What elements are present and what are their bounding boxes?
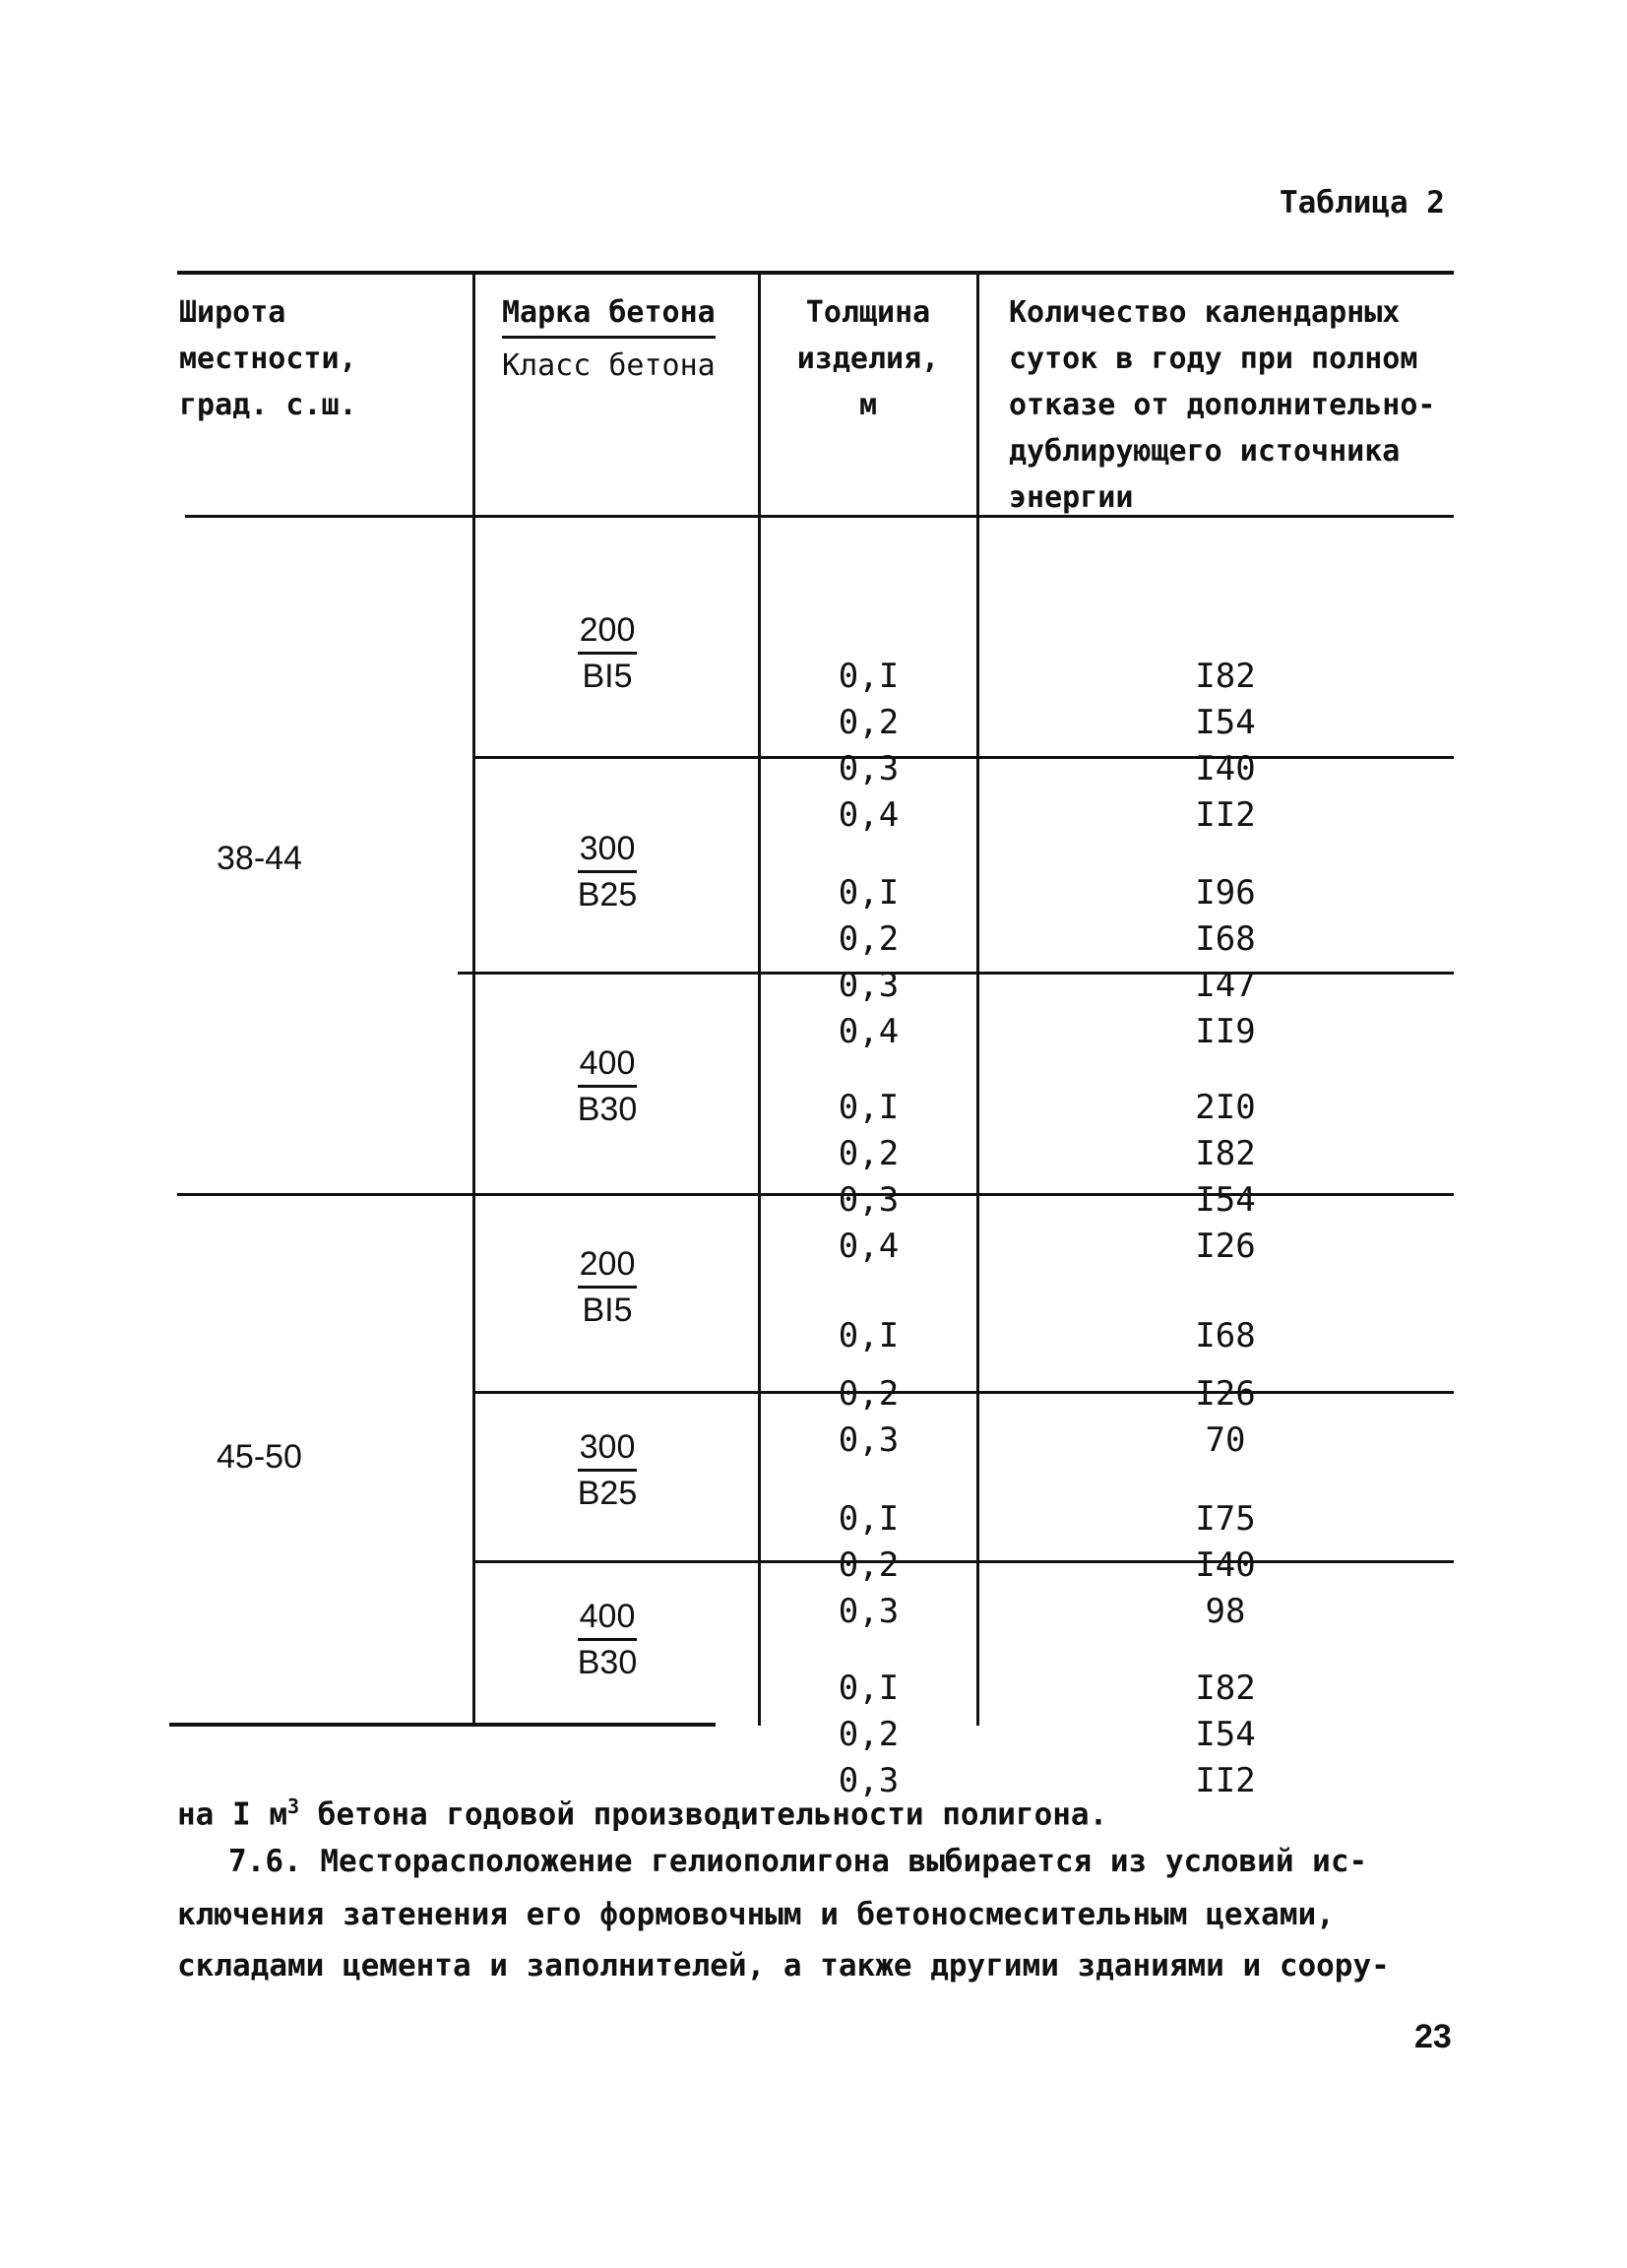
- days-values: I68 I26 70: [1195, 1316, 1256, 1460]
- body-text-line: ключения затенения его формовочным и бетоносмесительным цехами,: [177, 1897, 1335, 1932]
- column-rule: [472, 271, 475, 1726]
- grade-fraction: $\frac{400}{B30}$: [529, 1595, 686, 1684]
- table-caption: Таблица 2: [1280, 185, 1445, 220]
- latitude-cell: 38-44: [217, 840, 302, 877]
- page-number: 23: [1414, 2018, 1452, 2055]
- days-values: 2I0 I82 I54 I26: [1195, 1088, 1256, 1266]
- body-text-line: на I $м^3$ бетона годовой производительности полигона.: [177, 1795, 1108, 1833]
- thickness-values: 0,I 0,2 0,3: [838, 1499, 900, 1631]
- header-days: Количество календарных суток в году при полном отказе от дополнительно- дублирующего источника энергии: [1009, 295, 1436, 515]
- header-latitude: Широта местности, град. с.ш.: [179, 295, 357, 422]
- days-values: I82 I54 II2: [1195, 1669, 1256, 1800]
- grade-fraction: $\frac{200}{BI5}$: [529, 608, 686, 698]
- thickness-values: 0,I 0,2 0,3 0,4: [838, 1088, 900, 1266]
- grade-fraction: $\frac{300}{B25}$: [529, 827, 686, 916]
- thickness-values: 0,I 0,2 0,3: [838, 1669, 900, 1800]
- column-rule: [976, 271, 979, 1726]
- header-grade-bottom: Класс бетона: [502, 348, 716, 383]
- header-thickness: Толщина изделия, м: [796, 295, 940, 422]
- grade-fraction: $\frac{200}{BI5}$: [529, 1242, 686, 1332]
- thickness-values: 0,I 0,2 0,3: [838, 1316, 900, 1460]
- table-bottom-rule: [169, 1723, 716, 1727]
- latitude-cell: 45-50: [217, 1438, 302, 1476]
- days-values: I75 I40 98: [1195, 1499, 1256, 1631]
- thickness-values: 0,I 0,2 0,3 0,4: [838, 657, 900, 835]
- grade-fraction: $\frac{400}{B30}$: [529, 1041, 686, 1131]
- grade-fraction: $\frac{300}{B25}$: [529, 1425, 686, 1515]
- body-text-line: 7.6. Месторасположение гелиополигона выбирается из условий ис-: [228, 1844, 1368, 1879]
- thickness-values: 0,I 0,2 0,3 0,4: [838, 873, 900, 1051]
- body-text-line: складами цемента и заполнителей, а также другими зданиями и соору-: [177, 1948, 1390, 1984]
- column-rule: [758, 271, 761, 1726]
- table-top-rule: [177, 271, 1454, 275]
- days-values: I82 I54 I40 II2: [1195, 657, 1256, 835]
- header-grade: [502, 289, 716, 389]
- days-values: I96 I68 I47 II9: [1195, 873, 1256, 1051]
- header-grade-top: Марка бетона: [502, 289, 716, 339]
